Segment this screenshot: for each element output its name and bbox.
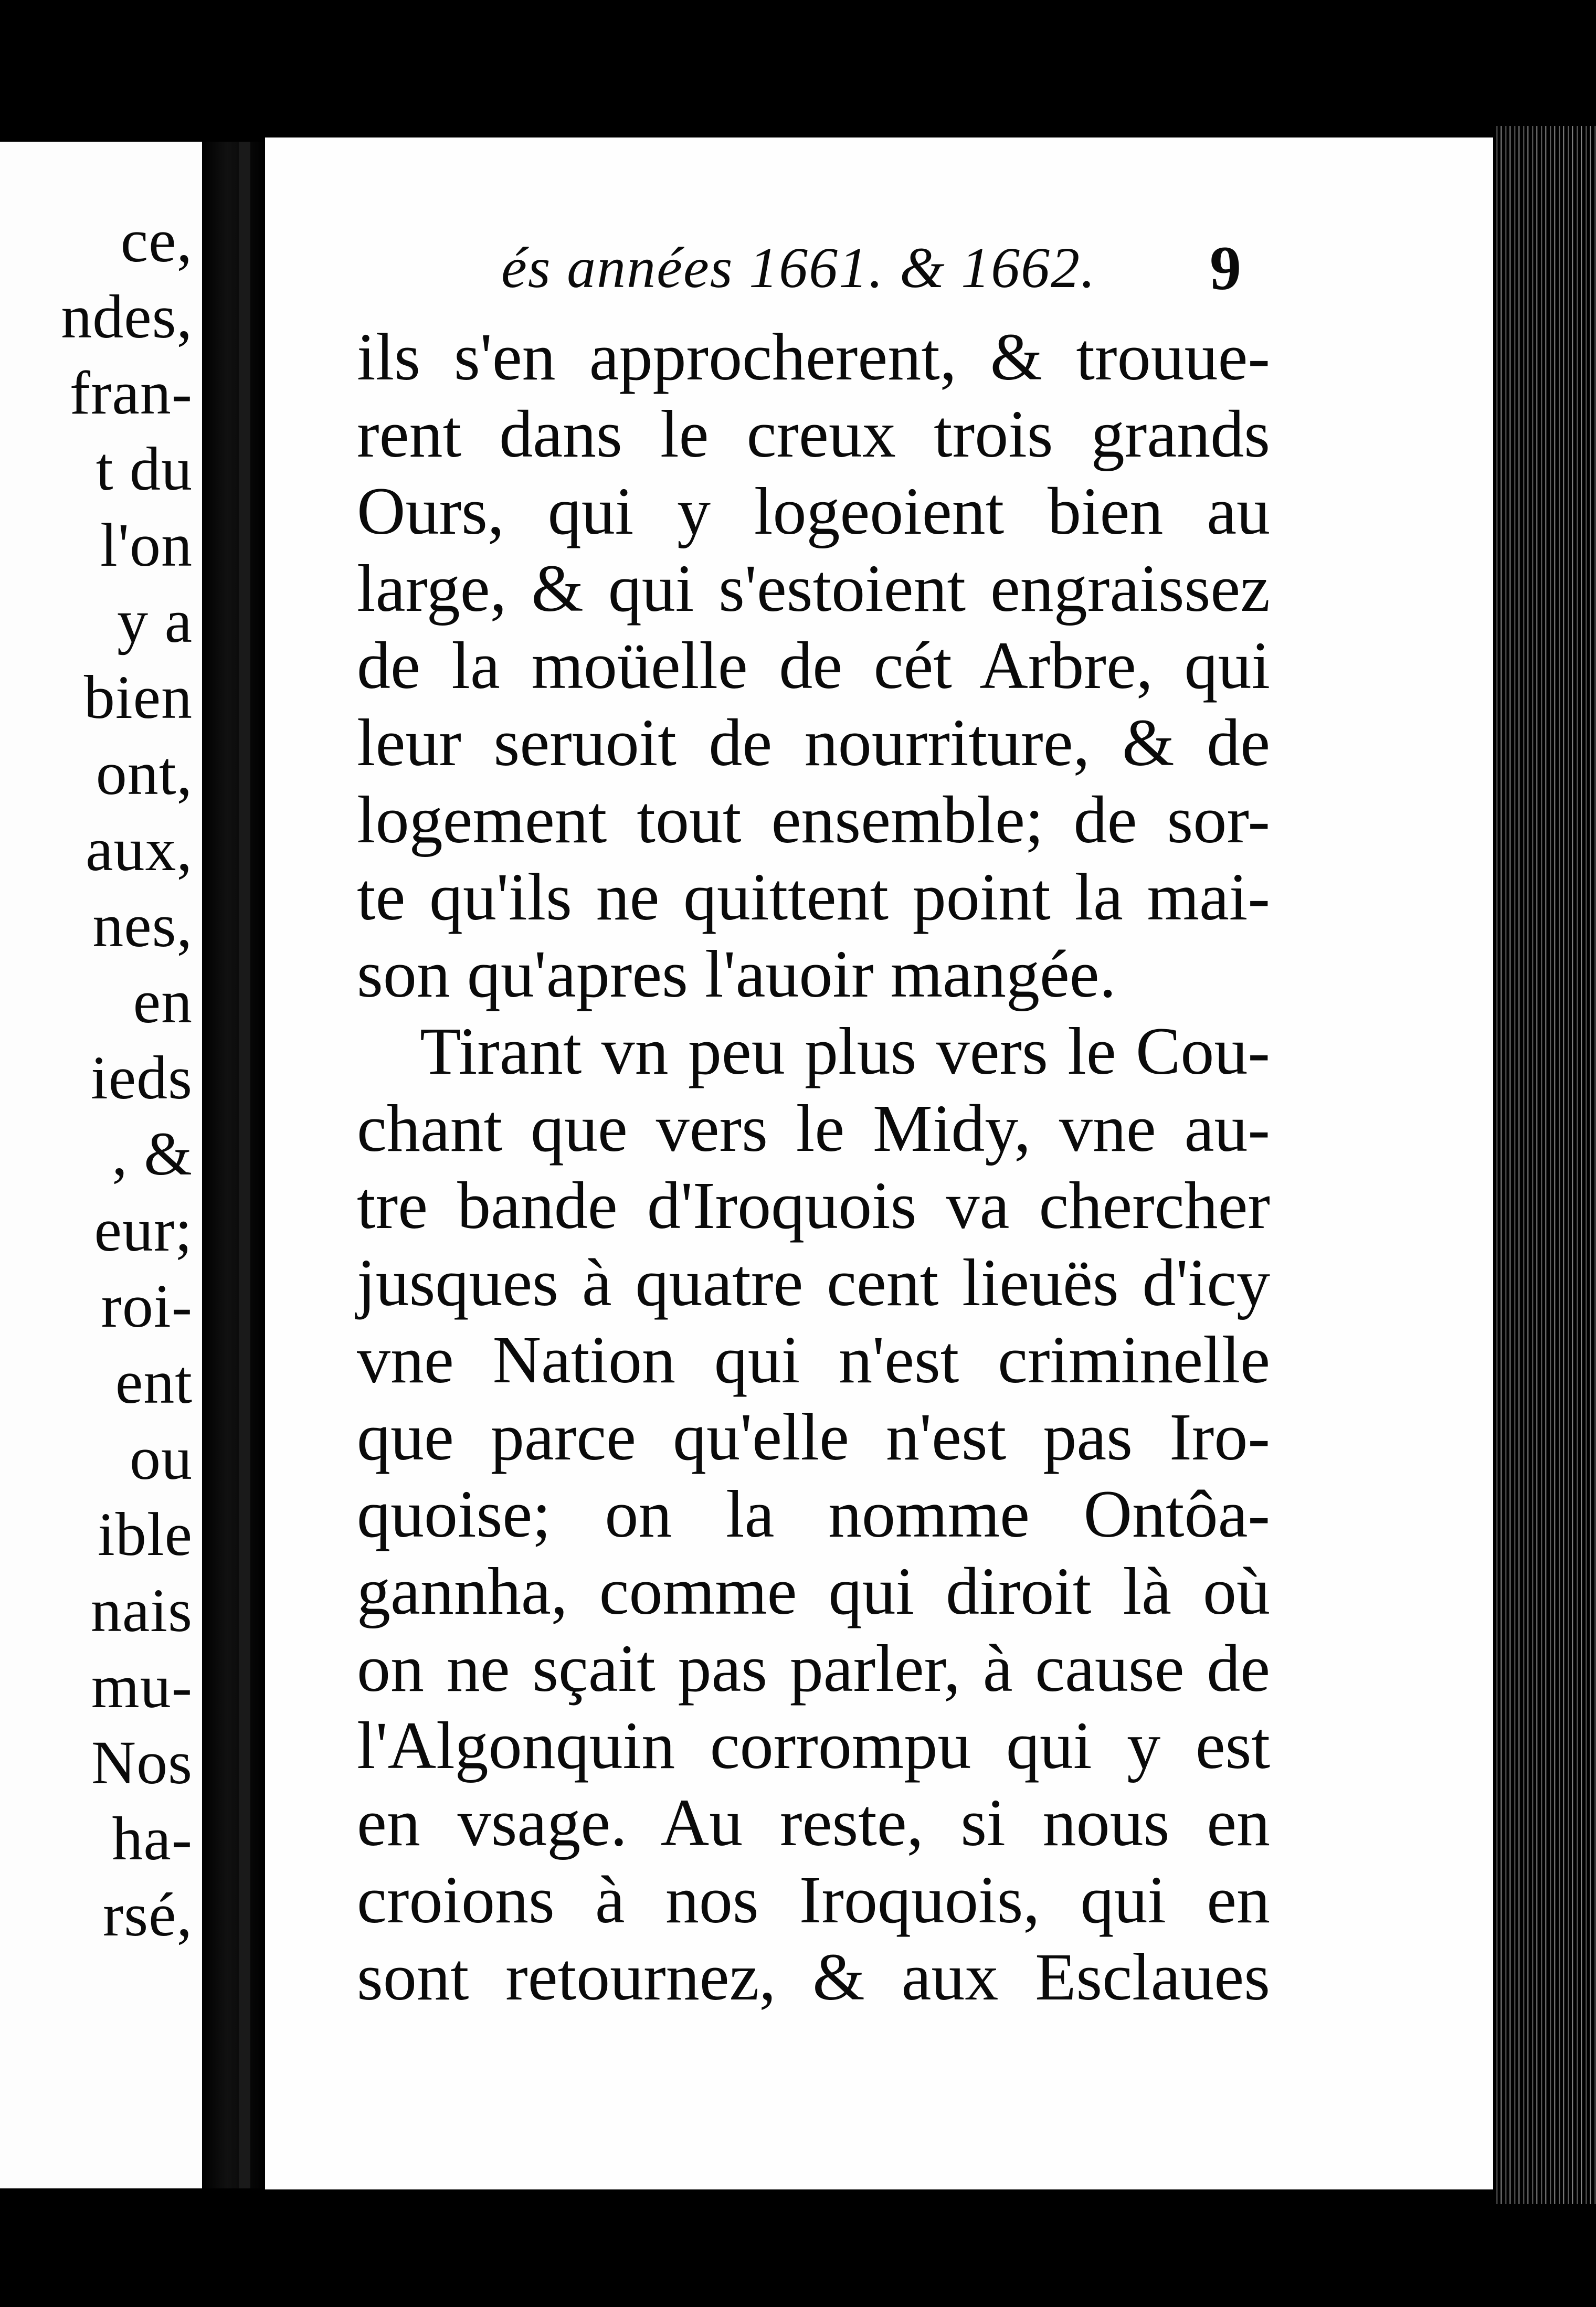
left-page-line: Nos bbox=[91, 1728, 193, 1797]
text-line: chant que vers le Midy, vne au- bbox=[357, 1091, 1270, 1166]
text-line: quoise; on la nomme Ontôa- bbox=[357, 1477, 1270, 1551]
text-line: leur seruoit de nourriture, & de bbox=[357, 705, 1270, 780]
text-line: logement tout ensemble; de sor- bbox=[357, 782, 1270, 857]
left-page-line: ent bbox=[115, 1348, 193, 1416]
left-page-line: ha- bbox=[112, 1804, 193, 1873]
left-page-line: aux, bbox=[86, 815, 193, 884]
text-line: vne Nation qui n'est criminelle bbox=[357, 1322, 1270, 1397]
left-page-line: ible bbox=[98, 1500, 193, 1569]
left-page-line: ou bbox=[130, 1424, 193, 1493]
text-line: on ne sçait pas parler, à cause de bbox=[357, 1631, 1270, 1706]
text-line: te qu'ils ne quittent point la mai- bbox=[357, 860, 1270, 934]
gutter-edge bbox=[239, 142, 250, 2188]
left-page-line: nes, bbox=[92, 891, 193, 960]
text-line: croions à nos Iroquois, qui en bbox=[357, 1862, 1270, 1937]
text-line: gannha, comme qui diroit là où bbox=[357, 1554, 1270, 1628]
running-header: és années 1661. & 1662. bbox=[501, 236, 1096, 300]
left-page-line: nais bbox=[90, 1576, 193, 1645]
left-page-line: rsé, bbox=[102, 1880, 193, 1949]
text-line: ils s'en approcherent, & trouue- bbox=[357, 320, 1270, 394]
left-page-line: en bbox=[133, 967, 193, 1036]
text-line: en vsage. Au reste, si nous en bbox=[357, 1785, 1270, 1860]
left-page-line: roi- bbox=[101, 1272, 193, 1340]
text-line: que parce qu'elle n'est pas Iro- bbox=[357, 1400, 1270, 1474]
left-page-line: ieds bbox=[90, 1043, 193, 1112]
text-line: Tirant vn peu plus vers le Cou- bbox=[420, 1014, 1270, 1088]
book-gutter bbox=[202, 142, 265, 2188]
text-line: son qu'apres l'auoir mangée. bbox=[357, 937, 1116, 1011]
text-line: Ours, qui y logeoient bien au bbox=[357, 474, 1270, 548]
body-text bbox=[357, 319, 1270, 2016]
left-page-line: bien bbox=[83, 663, 193, 732]
left-page-line: ont, bbox=[96, 739, 193, 808]
text-line: large, & qui s'estoient engraissez bbox=[357, 551, 1270, 626]
left-page-line: , & bbox=[112, 1119, 193, 1188]
left-page-line: l'on bbox=[100, 511, 193, 579]
text-line: de la moüelle de cét Arbre, qui bbox=[357, 628, 1270, 703]
left-page bbox=[0, 142, 202, 2188]
left-page-line: ce, bbox=[120, 206, 193, 275]
text-line: rent dans le creux trois grands bbox=[357, 397, 1270, 471]
page-number: 9 bbox=[1210, 233, 1241, 303]
left-page-line: fran- bbox=[69, 358, 193, 427]
left-page-line: eur; bbox=[94, 1195, 193, 1264]
left-page-line: mu- bbox=[91, 1652, 193, 1721]
right-page bbox=[265, 137, 1493, 2189]
text-line: l'Algonquin corrompu qui y est bbox=[357, 1708, 1270, 1783]
left-page-line: y a bbox=[117, 587, 193, 655]
text-line: tre bande d'Iroquois va chercher bbox=[357, 1168, 1270, 1243]
left-page-line: t du bbox=[96, 435, 193, 503]
left-page-line: ndes, bbox=[61, 282, 193, 351]
text-line: jusques à quatre cent lieuës d'icy bbox=[357, 1245, 1270, 1320]
page-edge-texture bbox=[1493, 126, 1596, 2204]
text-line: sont retournez, & aux Esclaues bbox=[357, 1940, 1270, 2014]
